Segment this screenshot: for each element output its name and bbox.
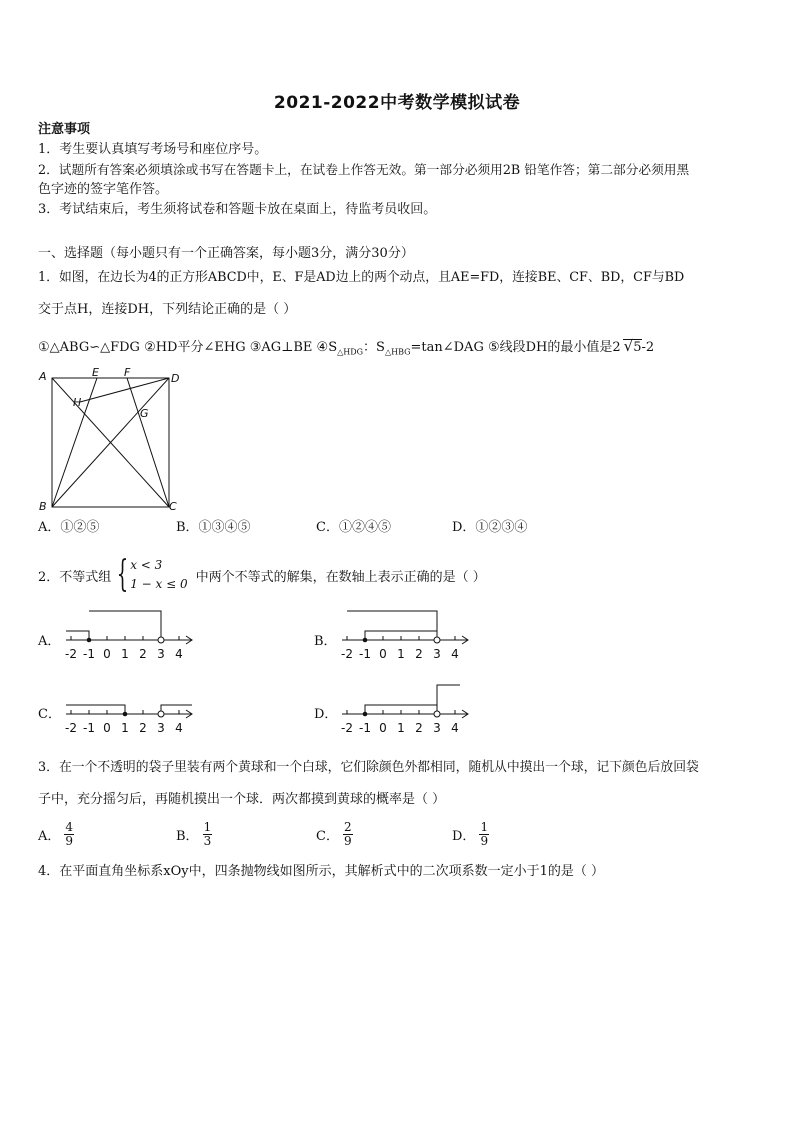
number-line-b[interactable] — [340, 606, 475, 664]
closed-point — [363, 638, 368, 643]
axis-tick-label: 2 — [415, 721, 423, 735]
q1-option-d[interactable]: D．①②③④ — [452, 520, 528, 535]
axis-tick-label: 4 — [451, 647, 459, 661]
q3-option-a-label: A． — [38, 828, 61, 844]
axis-tick-label: 1 — [121, 721, 129, 735]
q1-sub2: △HBG — [384, 347, 411, 357]
axis-tick-label: 3 — [157, 647, 165, 661]
q3-option-b[interactable] — [176, 816, 212, 852]
open-point — [158, 637, 164, 643]
q2-option-c-label[interactable]: C． — [38, 707, 61, 722]
q2-option-d-label[interactable]: D． — [314, 707, 338, 722]
q2-ineq1: x < 3 — [130, 558, 163, 572]
frac-den: 3 — [203, 833, 212, 848]
axis-tick-label: 0 — [103, 647, 111, 661]
q2-stem — [38, 554, 486, 596]
open-point — [434, 711, 440, 717]
frac-num: 4 — [65, 819, 74, 834]
q3-option-c[interactable] — [316, 816, 353, 852]
page-title: 2021-2022中考数学模拟试卷 — [273, 93, 521, 113]
label-a: A — [39, 370, 47, 383]
label-g: G — [140, 407, 149, 420]
label-c: C — [169, 500, 177, 513]
label-b: B — [39, 500, 47, 513]
frac-den: 9 — [480, 833, 489, 848]
frac-den: 9 — [65, 833, 74, 848]
q2-prefix: 2．不等式组 — [38, 569, 112, 585]
q2-suffix: 中两个不等式的解集，在数轴上表示正确的是（ ） — [195, 569, 486, 585]
label-d: D — [171, 372, 180, 385]
axis-tick-label: 2 — [139, 721, 147, 735]
q1-statements — [38, 336, 654, 363]
section-heading: 一、选择题（每小题只有一个正确答案，每小题3分，满分30分） — [38, 246, 414, 261]
label-e: E — [92, 366, 99, 379]
axis-tick-label: -2 — [65, 647, 77, 661]
frac-num: 1 — [480, 819, 489, 834]
label-h: H — [73, 396, 82, 409]
q3-option-b-label: B． — [176, 828, 199, 844]
notice-item-2-cont: 色字迹的签字笔作答。 — [38, 182, 169, 197]
notice-item-1: 1．考生要认真填写考场号和座位序号。 — [38, 142, 268, 157]
axis-tick-label: 1 — [397, 647, 405, 661]
axis-tick-label: 2 — [139, 647, 147, 661]
notice-item-2: 2．试题所有答案必须填涂或书写在答题卡上，在试卷上作答无效。第一部分必须用2B 铅笔作答；第二部分必须用黑 — [38, 162, 690, 177]
number-line-a[interactable] — [64, 606, 199, 664]
open-point — [434, 637, 440, 643]
square-figure — [36, 366, 186, 516]
axis-tick-label: 2 — [415, 647, 423, 661]
axis-tick-label: -1 — [359, 647, 371, 661]
q1-statements-text: ①△ABG∽△FDG ②HD平分∠EHG ③AG⊥BE ④S — [38, 340, 338, 355]
axis-tick-label: 3 — [433, 721, 441, 735]
q1-stem-line1: 1．如图，在边长为4的正方形ABCD中，E、F是AD边上的两个动点，且AE=FD，连接BE、CF、BD，CF与BD — [38, 270, 685, 285]
q1-option-a[interactable]: A．①②⑤ — [38, 520, 100, 535]
frac-den: 9 — [343, 833, 352, 848]
q1-option-b[interactable]: B．①③④⑤ — [176, 520, 251, 535]
closed-point — [87, 638, 92, 643]
axis-tick-label: -1 — [359, 721, 371, 735]
axis-tick-label: 0 — [103, 721, 111, 735]
q1-tail: =tan∠DAG ⑤线段DH的最小值是2 — [410, 340, 621, 355]
q1-sub1: △HDG — [337, 347, 364, 357]
q1-sqrt-tail: -2 — [641, 340, 655, 355]
sqrt-value: 5 — [633, 340, 642, 355]
axis-tick-label: -1 — [83, 721, 95, 735]
closed-point — [123, 712, 128, 717]
axis-tick-label: 3 — [157, 721, 165, 735]
axis-tick-label: -2 — [341, 647, 353, 661]
q3-option-d[interactable] — [452, 816, 489, 852]
axis-tick-label: 4 — [451, 721, 459, 735]
axis-tick-label: -2 — [65, 721, 77, 735]
label-f: F — [124, 366, 131, 379]
frac-num: 2 — [343, 819, 352, 834]
number-line-d[interactable] — [340, 680, 475, 738]
segment-dh — [80, 378, 169, 402]
q1-stem-line2: 交于点H，连接DH，下列结论正确的是（ ） — [38, 302, 297, 317]
axis-tick-label: 3 — [433, 647, 441, 661]
q3-stem-line2: 子中，充分摇匀后，再随机摸出一个球．两次都摸到黄球的概率是（ ） — [38, 792, 446, 807]
notice-heading: 注意事项 — [38, 122, 91, 137]
axis-tick-label: -1 — [83, 647, 95, 661]
sqrt-sign: √ — [623, 337, 634, 355]
q3-option-c-label: C． — [316, 828, 339, 844]
segment-cf — [127, 378, 169, 507]
axis-tick-label: 1 — [397, 721, 405, 735]
axis-tick-label: 4 — [175, 721, 183, 735]
axis-tick-label: -2 — [341, 721, 353, 735]
q3-stem-line1: 3．在一个不透明的袋子里装有两个黄球和一个白球，它们除颜色外都相同，随机从中摸出一个球，记下颜色后放回袋 — [38, 760, 699, 775]
closed-point — [363, 712, 368, 717]
q3-option-a[interactable] — [38, 816, 74, 852]
brace-glyph: { — [117, 554, 129, 595]
q1-option-c[interactable]: C．①②④⑤ — [316, 520, 391, 535]
q1-mid: ：S — [363, 340, 385, 355]
notice-item-3: 3．考试结束后，考生须将试卷和答题卡放在桌面上，待监考员收回。 — [38, 202, 437, 217]
open-point — [158, 711, 164, 717]
axis-tick-label: 4 — [175, 647, 183, 661]
q4-stem-line1: 4．在平面直角坐标系xOy中，四条抛物线如图所示，其解析式中的二次项系数一定小于1的是（ ） — [38, 864, 605, 879]
frac-num: 1 — [203, 819, 212, 834]
number-line-c[interactable] — [64, 680, 199, 738]
q3-option-d-label: D． — [452, 828, 476, 844]
axis-tick-label: 0 — [379, 721, 387, 735]
axis-tick-label: 1 — [121, 647, 129, 661]
q2-system — [111, 556, 187, 594]
q2-option-a-label[interactable]: A． — [38, 634, 61, 649]
sqrt-radicand — [623, 339, 642, 355]
q2-option-b-label[interactable]: B． — [314, 634, 337, 649]
q2-ineq2: 1 − x ≤ 0 — [130, 577, 188, 591]
axis-tick-label: 0 — [379, 647, 387, 661]
